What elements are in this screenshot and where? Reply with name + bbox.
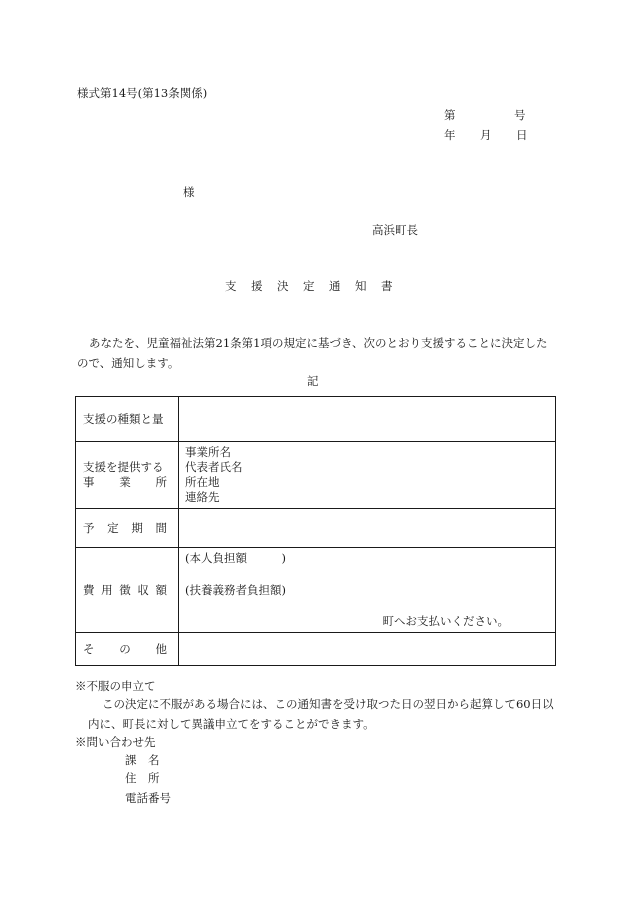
period-label: 予 定 期 間 xyxy=(76,509,179,548)
fee-self-amount: (本人負担額 ) xyxy=(185,551,286,565)
fee-value xyxy=(179,548,556,633)
body-paragraph: あなたを、児童福祉法第21条第1項の規定に基づき、次のとおり支援することに決定したので、通知します。 xyxy=(77,336,548,370)
table-row xyxy=(76,442,556,509)
appeal-heading: ※不服の申立て xyxy=(75,679,156,693)
kind-value xyxy=(179,397,556,442)
ki-marker: 記 xyxy=(307,374,319,388)
support-details-table xyxy=(75,396,556,666)
contact-heading: ※問い合わせ先 xyxy=(75,735,156,749)
provider-field-contact: 連絡先 xyxy=(185,490,220,504)
contact-address: 住 所 xyxy=(125,771,160,785)
provider-fields xyxy=(179,442,556,509)
other-label: そ の 他 xyxy=(76,633,179,666)
fee-guardian-amount: (扶養義務者負担額) xyxy=(185,583,286,597)
form-number: 様式第14号(第13条関係) xyxy=(77,86,208,100)
provider-field-representative: 代表者氏名 xyxy=(185,460,243,474)
document-title: 支援決定通知書 xyxy=(225,279,407,293)
provider-label-line1: 支援を提供する xyxy=(83,460,164,474)
date-day-label: 日 xyxy=(516,128,528,142)
provider-label-line2: 事 業 所 xyxy=(83,475,167,489)
provider-label xyxy=(76,442,179,509)
appeal-text: この決定に不服がある場合には、この通知書を受け取つた日の翌日から起算して60日以内に、町長に対して異議申立てをすることができます。 xyxy=(88,697,554,731)
provider-field-address: 所在地 xyxy=(185,475,220,489)
addressee-suffix: 様 xyxy=(183,185,195,199)
other-value xyxy=(179,633,556,666)
provider-field-name: 事業所名 xyxy=(185,445,231,459)
table-row xyxy=(76,548,556,633)
table-row xyxy=(76,397,556,442)
date-year-label: 年 xyxy=(444,128,456,142)
period-value xyxy=(179,509,556,548)
contact-department: 課 名 xyxy=(125,753,160,767)
contact-phone: 電話番号 xyxy=(125,791,171,805)
table-row xyxy=(76,509,556,548)
fee-payment-note: 町へお支払いください。 xyxy=(382,614,509,628)
date-month-label: 月 xyxy=(480,128,492,142)
kind-label: 支援の種類と量 xyxy=(76,397,179,442)
issuer: 高浜町長 xyxy=(372,223,418,237)
fee-label: 費 用 徴 収 額 xyxy=(76,548,179,633)
document-number-label: 第 xyxy=(444,108,456,122)
table-row xyxy=(76,633,556,666)
document-number-suffix: 号 xyxy=(514,108,526,122)
